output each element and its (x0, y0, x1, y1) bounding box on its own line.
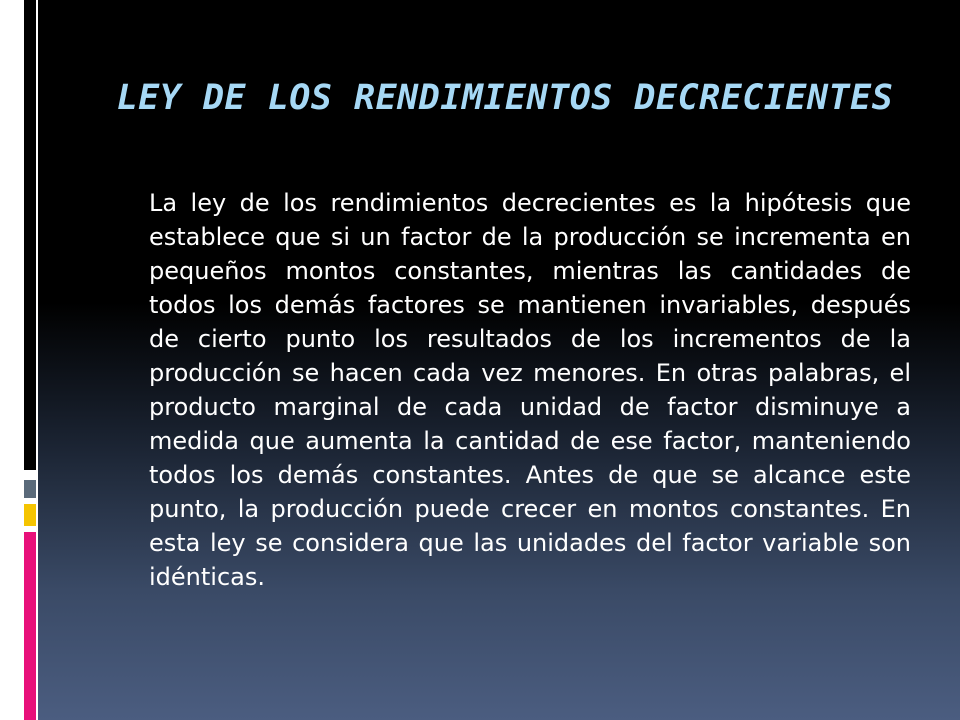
slide-body-text: La ley de los rendimientos decrecientes es la hipótesis que establece que si un factor de la producción se incrementa en pequeños montos constantes, mientras las cantidades de todos los demás factores se mantienen invariables, después de cierto punto los resultados de los incrementos de la producción se hacen cada vez menores. En otras palabras, el producto marginal de cada unidad de factor disminuye a medida que aumenta la cantidad de ese factor, manteniendo todos los demás constantes. Antes de que se alcance este punto, la producción puede crecer en montos constantes. En esta ley se considera que las unidades del factor variable son idénticas. (149, 189, 911, 591)
accent-bar-yellow (24, 504, 36, 526)
accent-bar-pink (24, 532, 36, 720)
accent-bar-top-dark (24, 0, 36, 470)
slide-title: LEY DE LOS RENDIMIENTOS DECRECIENTES (116, 78, 894, 118)
accent-bar-gray (24, 480, 36, 498)
